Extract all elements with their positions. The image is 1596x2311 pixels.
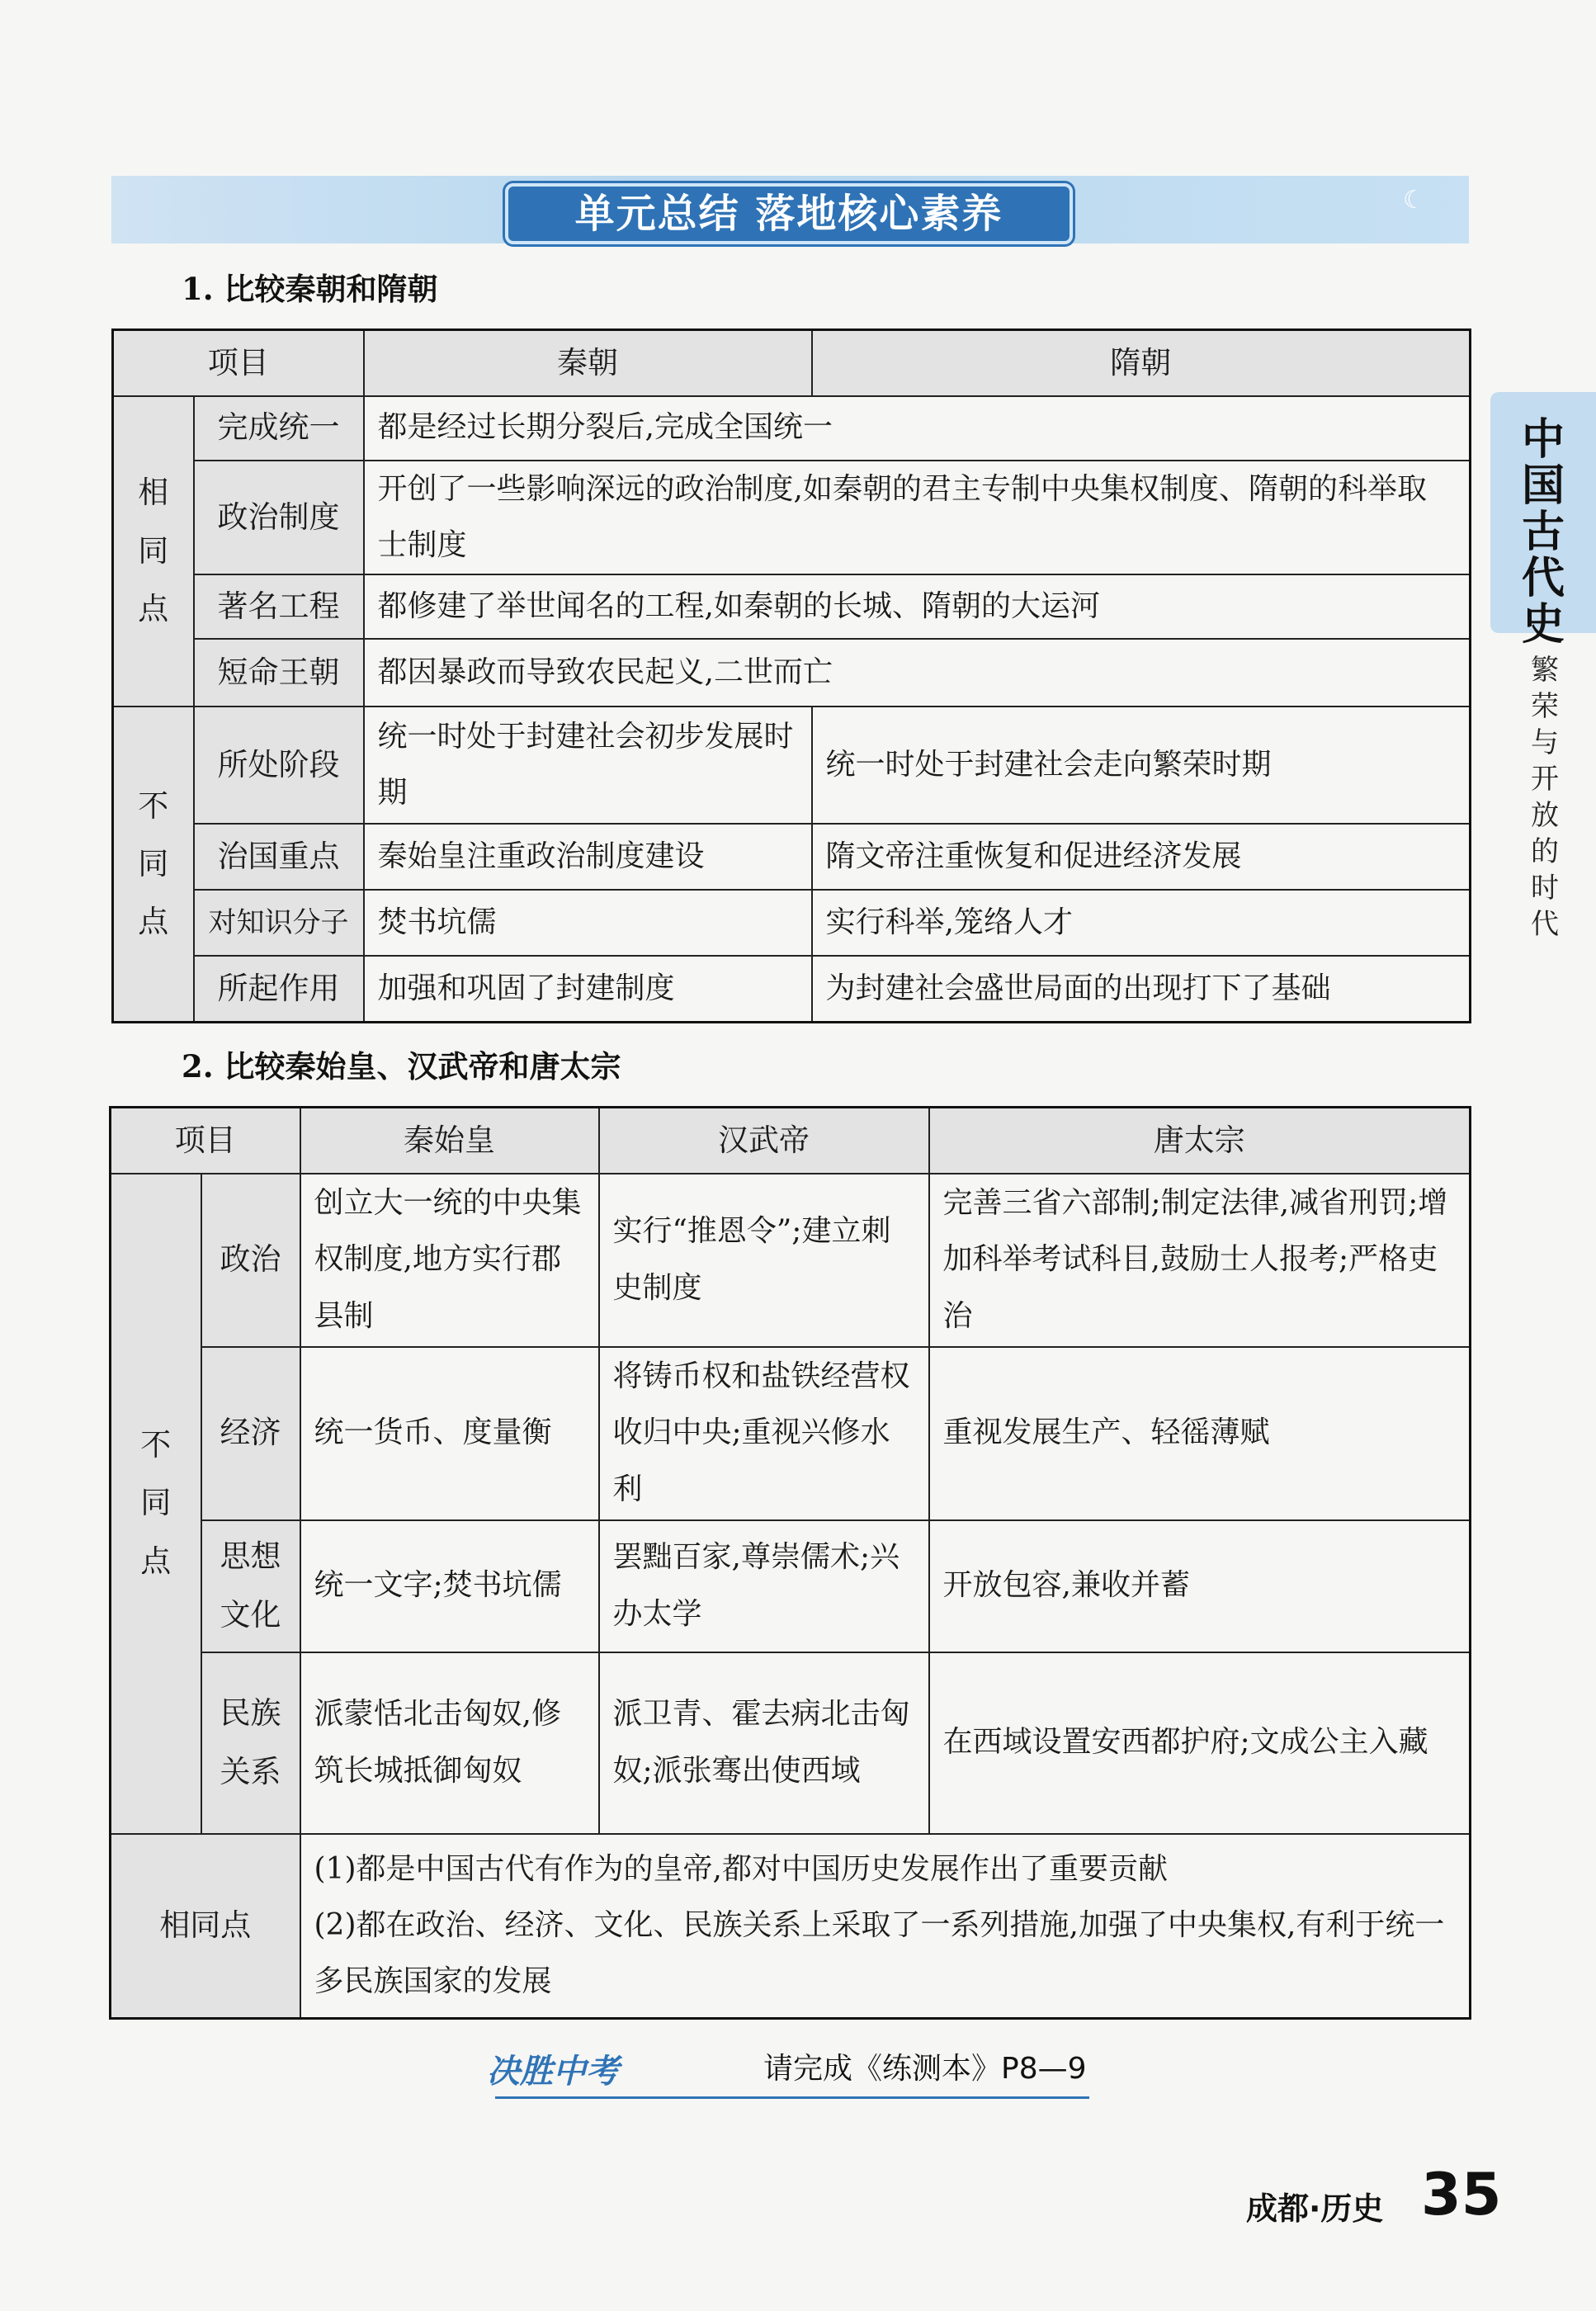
same-label-char: 点: [138, 591, 169, 627]
row-text: 都是经过长期分裂后,完成全国统一: [364, 396, 1471, 461]
diff-label-char: 点: [138, 904, 169, 940]
diff-label-char: 同: [140, 1485, 172, 1521]
section2-title: 2. 比较秦始皇、汉武帝和唐太宗: [182, 1048, 621, 1085]
header-item: 项目: [113, 330, 364, 396]
cell-qin: 焚书坑儒: [364, 890, 812, 956]
row-label: 短命王朝: [194, 639, 364, 707]
page-title: 单元总结 落地核心素养: [505, 183, 1073, 244]
cell-qin: 加强和巩固了封建制度: [364, 956, 812, 1022]
book-area-label: 成都·历史: [1246, 2190, 1384, 2227]
footer-instruction: 请完成《练测本》P8—9: [763, 2052, 1087, 2086]
side-tab-chinese-ancient-history[interactable]: [1490, 392, 1596, 650]
cell-han: 将铸币权和盐铁经营权收归中央;重视兴修水利: [599, 1347, 929, 1520]
cell-tang: 重视发展生产、轻徭薄赋: [929, 1347, 1471, 1520]
row-label: 完成统一: [194, 396, 364, 461]
cell-han: 派卫青、霍去病北击匈奴;派张骞出使西域: [599, 1652, 929, 1834]
row-label: 经济: [201, 1347, 300, 1520]
cell-qin: 创立大一统的中央集权制度,地方实行郡县制: [300, 1174, 599, 1347]
same-point-item: (2)都在政治、经济、文化、民族关系上采取了一系列措施,加强了中央集权,有利于统一多民族国家的发展: [314, 1908, 1445, 1999]
cell-sui: 隋文帝注重恢复和促进经济发展: [812, 824, 1471, 890]
row-label: 政治制度: [194, 461, 364, 575]
diff-label-char: 点: [140, 1543, 172, 1579]
header-qin: 秦朝: [364, 330, 812, 396]
same-label-char: 相: [138, 475, 169, 511]
row-label: 民族关系: [201, 1652, 300, 1834]
cell-han: 实行“推恩令”;建立刺史制度: [599, 1174, 929, 1347]
row-text: 开创了一些影响深远的政治制度,如秦朝的君主专制中央集权制度、隋朝的科举取士制度: [364, 461, 1471, 575]
same-label-char: 同: [138, 532, 169, 569]
cell-qin: 统一货币、度量衡: [300, 1347, 599, 1520]
footer-logo: 决胜中考: [487, 2053, 619, 2091]
side-tab-label: 中国古代史: [1521, 415, 1565, 650]
same-points-text: [300, 1834, 1471, 2019]
row-label: 思想文化: [201, 1520, 300, 1652]
moon-icon: ☾: [1403, 186, 1425, 215]
diff-points-label: [111, 1174, 201, 1834]
cell-tang: 开放包容,兼收并蓄: [929, 1520, 1471, 1652]
cell-sui: 为封建社会盛世局面的出现打下了基础: [812, 956, 1471, 1022]
row-label: 治国重点: [194, 824, 364, 890]
cell-qin: 派蒙恬北击匈奴,修筑长城抵御匈奴: [300, 1652, 599, 1834]
header-item: 项目: [111, 1108, 300, 1174]
cell-qin: 秦始皇注重政治制度建设: [364, 824, 812, 890]
cell-sui: 统一时处于封建社会走向繁荣时期: [812, 707, 1471, 824]
row-label: 所处阶段: [194, 707, 364, 824]
header-tang-tai-zong: 唐太宗: [929, 1108, 1471, 1174]
diff-label-char: 不: [138, 787, 169, 824]
cell-qin: 统一时处于封建社会初步发展时期: [364, 707, 812, 824]
row-label: 著名工程: [194, 574, 364, 639]
row-label: 政治: [201, 1174, 300, 1347]
cell-tang: 在西域设置安西都护府;文成公主入藏: [929, 1652, 1471, 1834]
cell-tang: 完善三省六部制;制定法律,减省刑罚;增加科举考试科目,鼓励士人报考;严格吏治: [929, 1174, 1471, 1347]
same-points-label: [113, 396, 194, 707]
cell-qin: 统一文字;焚书坑儒: [300, 1520, 599, 1652]
header-sui: 隋朝: [812, 330, 1471, 396]
comparison-table-qin-sui: [111, 328, 1471, 1023]
same-points-label: 相同点: [111, 1834, 300, 2019]
header-qin-shi-huang: 秦始皇: [300, 1108, 599, 1174]
cell-han: 罢黜百家,尊崇儒术;兴办太学: [599, 1520, 929, 1652]
row-label: 所起作用: [194, 956, 364, 1022]
diff-label-char: 同: [138, 845, 169, 881]
cell-sui: 实行科举,笼络人才: [812, 890, 1471, 956]
section1-title: 1. 比较秦朝和隋朝: [182, 271, 438, 307]
diff-points-label: [113, 707, 194, 1022]
header-han-wu-di: 汉武帝: [599, 1108, 929, 1174]
footer-divider: [495, 2096, 1089, 2099]
row-text: 都修建了举世闻名的工程,如秦朝的长城、隋朝的大运河: [364, 574, 1471, 639]
row-label: 对知识分子: [194, 890, 364, 956]
row-text: 都因暴政而导致农民起义,二世而亡: [364, 639, 1471, 707]
comparison-table-emperors: [109, 1106, 1471, 2020]
side-subtitle: 繁荣与开放的时代: [1531, 654, 1559, 941]
diff-label-char: 不: [140, 1427, 172, 1463]
page-number: 35: [1421, 2161, 1502, 2228]
same-point-item: (1)都是中国古代有作为的皇帝,都对中国历史发展作出了重要贡献: [314, 1851, 1168, 1886]
